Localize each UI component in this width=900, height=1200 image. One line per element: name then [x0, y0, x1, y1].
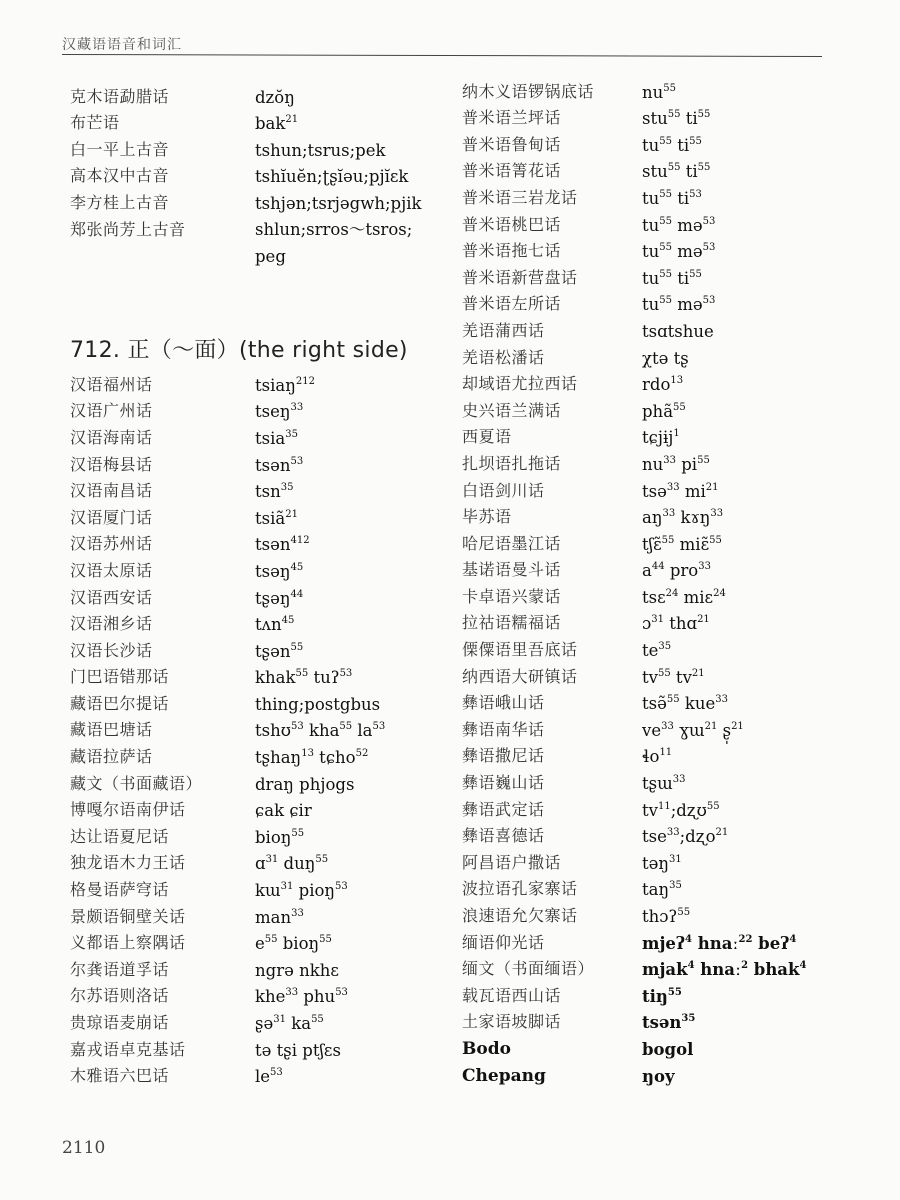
word-form: draŋ phjogs [255, 774, 355, 794]
entry-row [462, 687, 862, 714]
word-form: tshĭuĕn;ʈʂĭəu;pjĭɛk [255, 167, 409, 187]
word-form: tsən$^{412}$ [255, 535, 310, 555]
entry-row [462, 979, 862, 1006]
section-heading: 712. 正（～面）(the right side) [70, 338, 408, 364]
language-name: 景颇语铜壁关话 [70, 906, 186, 926]
entry-row [70, 528, 450, 555]
entry-row [462, 846, 862, 873]
entry-row [70, 953, 450, 980]
entry-row [70, 714, 450, 741]
entry-row [70, 1033, 450, 1060]
entry-row [462, 75, 862, 102]
entry-row [70, 740, 450, 767]
entry-row [462, 1059, 862, 1086]
entry-row [462, 181, 862, 208]
entry-row [70, 661, 450, 688]
entry-list-top [70, 80, 450, 266]
entry-row [462, 660, 862, 687]
word-form: $tu^{55}$ mə$^{53}$ [642, 242, 716, 262]
word-form: ʂə$^{31}$ $ka^{55}$ [255, 1014, 324, 1033]
language-name: 义都语上察隅话 [70, 933, 186, 953]
entry-row [462, 1006, 862, 1033]
entry-row [70, 634, 450, 661]
word-form: tʂɯ$^{33}$ [642, 774, 686, 794]
language-name: 李方桂上古音 [70, 192, 170, 212]
entry-row [462, 341, 862, 368]
language-name: 藏文（书面藏语） [70, 773, 203, 793]
word-form: tsɑtshue [642, 321, 714, 341]
entry-row [462, 314, 862, 341]
word-form: thɔʔ$^{55}$ [642, 907, 691, 926]
language-name: 汉语广州话 [70, 401, 153, 421]
language-name: 傈僳语里吾底话 [462, 640, 578, 660]
entry-row [70, 475, 450, 502]
language-name: 布芒语 [70, 113, 120, 133]
entry-row [462, 1032, 862, 1059]
language-name: 纳木义语锣锅底话 [462, 81, 595, 101]
language-name: Bodo [462, 1038, 511, 1059]
word-form: phã$^{55}$ [642, 401, 686, 421]
entry-list-bottom [70, 368, 450, 1086]
entry-row [462, 235, 862, 262]
entry-row [462, 128, 862, 155]
word-form: tsɛ$^{24}$ miɛ$^{24}$ [642, 587, 726, 607]
entry-row [70, 687, 450, 714]
language-name: 普米语左所话 [462, 294, 562, 314]
entry-row [462, 447, 862, 474]
entry-row [70, 80, 450, 107]
language-name: 汉语西安话 [70, 587, 153, 607]
entry-row [462, 953, 862, 980]
language-name: 白一平上古音 [70, 139, 170, 159]
entry-row [462, 633, 862, 660]
entry-row [462, 580, 862, 607]
language-name: 木雅语六巴话 [70, 1066, 170, 1086]
language-name: 汉语太原话 [70, 560, 153, 580]
word-form: tshjən;tsrjəgwh;pjik [255, 193, 422, 213]
running-head: 汉藏语语音和词汇 [62, 37, 182, 53]
entry-row [70, 927, 450, 954]
word-form: tshʊ$^{53}$ kha$^{55}$ $la^{53}$ [255, 721, 386, 741]
word-form: stu$^{55}$ $ti^{55}$ [642, 109, 711, 129]
word-form: bak$^{21}$ [255, 114, 299, 134]
word-form: tʂhaŋ$^{13}$ tɕho$^{52}$ [255, 748, 369, 768]
word-form: tsiã$^{21}$ [255, 508, 298, 528]
language-name: 嘉戎语卓克基话 [70, 1039, 186, 1059]
language-name: 扎坝语扎拖话 [462, 453, 562, 473]
entry-row [462, 421, 862, 448]
entry-row [462, 474, 862, 501]
word-form: tshun;tsrus;pek [255, 140, 386, 160]
language-name: 藏语拉萨话 [70, 747, 153, 767]
language-name: 藏语巴尔提话 [70, 693, 170, 713]
entry-row [70, 554, 450, 581]
entry-row [462, 554, 862, 581]
entry-row [462, 820, 862, 847]
header-rule [62, 54, 822, 57]
language-name: 彝语喜德话 [462, 826, 545, 846]
language-name: 波拉语孔家寨话 [462, 879, 578, 899]
entry-row [70, 847, 450, 874]
language-name: 普米语桃巴话 [462, 214, 562, 234]
word-form: $tu^{55}$ mə$^{53}$ [642, 295, 716, 315]
entry-row [70, 608, 450, 635]
language-name: 白语剑川话 [462, 480, 545, 500]
word-form: tsiaŋ$^{212}$ [255, 375, 315, 395]
word-form: tsia$^{35}$ [255, 428, 298, 448]
language-name: 浪速语允欠寨话 [462, 906, 578, 925]
word-form: shlun;srros～tsros; [255, 219, 413, 239]
entry-row [70, 213, 450, 240]
page-number: 2110 [62, 1138, 106, 1158]
word-form: bogol [642, 1039, 694, 1059]
word-form: man$^{33}$ [255, 907, 304, 927]
entry-row [70, 820, 450, 847]
word-form: ngrə nkhɛ [255, 960, 339, 980]
entry-row [70, 448, 450, 475]
entry-row [462, 873, 862, 900]
language-name: 哈尼语墨江话 [462, 533, 562, 553]
word-form: tseŋ$^{33}$ [255, 402, 304, 422]
entry-row [70, 133, 450, 160]
language-name: 卡卓语兴蒙话 [462, 586, 562, 606]
word-form: khe$^{33}$ phu$^{53}$ [255, 987, 348, 1007]
word-form: $tu^{55}$ $ti^{55}$ [642, 135, 702, 155]
word-form: ɑ$^{31}$ duŋ$^{55}$ [255, 854, 329, 874]
word-form: $tv^{55}$ $tv^{21}$ [642, 667, 705, 687]
entry-row [462, 926, 862, 953]
language-name: 郑张尚芳上古音 [70, 219, 186, 239]
language-name: 普米语新营盘话 [462, 267, 578, 287]
word-form: mjak$^4$ hnaː$^2$ bhak$^4$ [642, 960, 807, 980]
word-form: tʃɛ̃$^{55}$ miɛ̃$^{55}$ [642, 534, 722, 554]
language-name: 缅文（书面缅语） [462, 959, 595, 979]
entry-row [462, 899, 862, 926]
entry-row [70, 421, 450, 448]
right-column [462, 75, 862, 1086]
entry-row [70, 240, 450, 267]
entry-row [70, 395, 450, 422]
entry-row [462, 607, 862, 634]
language-name: 彝语巍山话 [462, 773, 545, 793]
word-form: tʌn$^{45}$ [255, 615, 295, 635]
word-form: $nu^{33}$ $pi^{55}$ [642, 454, 710, 474]
language-name: 汉语梅县话 [70, 454, 153, 474]
word-form: taŋ$^{35}$ [642, 880, 682, 900]
word-form: χtə tʂ [642, 348, 689, 368]
word-form: tsə$^{33}$ $mi^{21}$ [642, 481, 719, 501]
word-form: tʂəŋ$^{44}$ [255, 588, 304, 608]
language-name: 藏语巴塘话 [70, 720, 153, 740]
word-form: tiŋ$^{55}$ [642, 986, 682, 1006]
word-form: tsn$^{35}$ [255, 482, 294, 502]
language-name: 汉语苏州话 [70, 534, 153, 554]
language-name: 却域语尤拉西话 [462, 374, 578, 394]
entry-row [462, 261, 862, 288]
word-form: tsə̃$^{55}$ kue$^{33}$ [642, 694, 728, 714]
word-form: dzŏŋ [255, 87, 295, 107]
entry-row [70, 581, 450, 608]
language-name: 达让语夏尼话 [70, 826, 170, 846]
word-form: tsəŋ$^{45}$ [255, 561, 304, 581]
word-form: $tu^{55}$ mə$^{53}$ [642, 215, 716, 235]
entry-row [462, 793, 862, 820]
language-name: 汉语长沙话 [70, 640, 153, 660]
language-name: 基诺语曼斗话 [462, 560, 562, 580]
language-name: 普米语鲁甸话 [462, 134, 562, 154]
language-name: 汉语湘乡话 [70, 614, 153, 634]
language-name: 普米语拖七话 [462, 241, 562, 261]
language-name: 格曼语萨穹话 [70, 880, 170, 900]
language-name: 彝语南华话 [462, 719, 545, 739]
entry-row [462, 740, 862, 767]
entry-row [70, 107, 450, 134]
entry-row [70, 368, 450, 395]
word-form: tə tʂi ptʃɛs [255, 1040, 341, 1060]
language-name: 羌语松潘话 [462, 347, 545, 367]
language-name: 汉语南昌话 [70, 481, 153, 501]
language-name: 独龙语木力王话 [70, 853, 186, 873]
word-form: $nu^{55}$ [642, 82, 676, 102]
language-name: 普米语箐花话 [462, 161, 562, 181]
entry-row [70, 160, 450, 187]
entry-row [462, 155, 862, 182]
word-form: tsən$^{53}$ [255, 455, 304, 475]
language-name: 尔苏语则洛话 [70, 986, 170, 1006]
word-form: bioŋ$^{55}$ [255, 827, 305, 847]
entry-row [70, 900, 450, 927]
language-name: 贵琼语麦崩话 [70, 1013, 170, 1032]
language-name: 彝语武定话 [462, 799, 545, 819]
language-name: 普米语兰坪话 [462, 108, 562, 128]
word-form: ŋoy [642, 1066, 675, 1086]
word-form: tɕjɨj$^1$ [642, 428, 680, 448]
entry-list-right [462, 75, 862, 1086]
entry-row [462, 208, 862, 235]
entry-row [462, 766, 862, 793]
entry-row [462, 394, 862, 421]
word-form: tsən$^{35}$ [642, 1013, 696, 1033]
language-name: 史兴语兰满话 [462, 400, 562, 420]
language-name: 门巴语错那话 [70, 667, 170, 687]
left-column [70, 80, 450, 1086]
word-form: thing;postgbus [255, 694, 381, 714]
language-name: 普米语三岩龙话 [462, 187, 578, 207]
language-name: 缅语仰光话 [462, 932, 545, 952]
entry-row [462, 288, 862, 315]
word-form: təŋ$^{31}$ [642, 853, 682, 873]
entry-row [70, 873, 450, 900]
entry-row [70, 980, 450, 1007]
word-form: $ve^{33}$ ɣɯ$^{21}$ ʂ̩$^{21}$ [642, 720, 744, 740]
word-form: rdo$^{13}$ [642, 375, 684, 395]
language-name: 彝语撒尼话 [462, 746, 545, 766]
entry-row [462, 527, 862, 554]
language-name: 羌语蒲西话 [462, 320, 545, 340]
word-form: $e^{55}$ bioŋ$^{55}$ [255, 934, 332, 954]
language-name: 彝语峨山话 [462, 693, 545, 713]
word-form: $tu^{55}$ $ti^{53}$ [642, 188, 702, 208]
word-form: khak$^{55}$ tuʔ$^{53}$ [255, 668, 353, 688]
language-name: 阿昌语户撒话 [462, 852, 562, 872]
language-name: Chepang [462, 1065, 546, 1086]
word-form: tʂən$^{55}$ [255, 641, 304, 661]
word-form: stu$^{55}$ $ti^{55}$ [642, 162, 711, 182]
language-name: 克木语勐腊话 [70, 86, 170, 106]
language-name: 博嘎尔语南伊话 [70, 800, 186, 820]
language-name: 汉语福州话 [70, 374, 153, 394]
language-name: 尔龚语道孚话 [70, 959, 170, 979]
language-name: 高本汉中古音 [70, 166, 170, 186]
word-form: ɬo$^{11}$ [642, 747, 673, 767]
word-form: $aŋ^{33}$ kɤŋ$^{33}$ [642, 508, 724, 528]
entry-row [462, 713, 862, 740]
language-name: 纳西语大研镇话 [462, 666, 578, 686]
section-gap [70, 266, 450, 328]
entry-row [70, 794, 450, 821]
language-name: 载瓦语西山话 [462, 985, 562, 1005]
language-name: 汉语厦门话 [70, 507, 153, 527]
entry-row [70, 501, 450, 528]
language-name: 汉语海南话 [70, 427, 153, 447]
entry-row [462, 368, 862, 395]
language-name: 西夏语 [462, 427, 512, 447]
language-name: 毕苏语 [462, 507, 512, 527]
word-form: $tv^{11};dʐʊ^{55}$ [642, 800, 720, 820]
word-form: ɔ$^{31}$ thɑ$^{21}$ [642, 614, 710, 634]
word-form: peg [255, 247, 286, 267]
word-form: ɕak ɕir [255, 801, 312, 821]
entry-row [70, 186, 450, 213]
language-name: 拉祜语糯福话 [462, 613, 562, 633]
word-form: kɯ$^{31}$ pioŋ$^{53}$ [255, 881, 348, 901]
word-form: tse$^{33}$;dʐo$^{21}$ [642, 827, 729, 847]
word-form: $te^{35}$ [642, 641, 672, 661]
entry-row [70, 767, 450, 794]
entry-row [462, 501, 862, 528]
word-form: $a^{44}$ pro$^{33}$ [642, 561, 711, 581]
entry-row [462, 102, 862, 129]
word-form: mjeʔ$^4$ hnaː$^{22}$ beʔ$^4$ [642, 933, 797, 953]
entry-row [70, 1006, 450, 1033]
word-form: $tu^{55}$ $ti^{55}$ [642, 268, 702, 288]
entry-row [70, 1060, 450, 1087]
word-form: $le^{53}$ [255, 1067, 283, 1087]
language-name: 土家语坡脚话 [462, 1012, 562, 1032]
